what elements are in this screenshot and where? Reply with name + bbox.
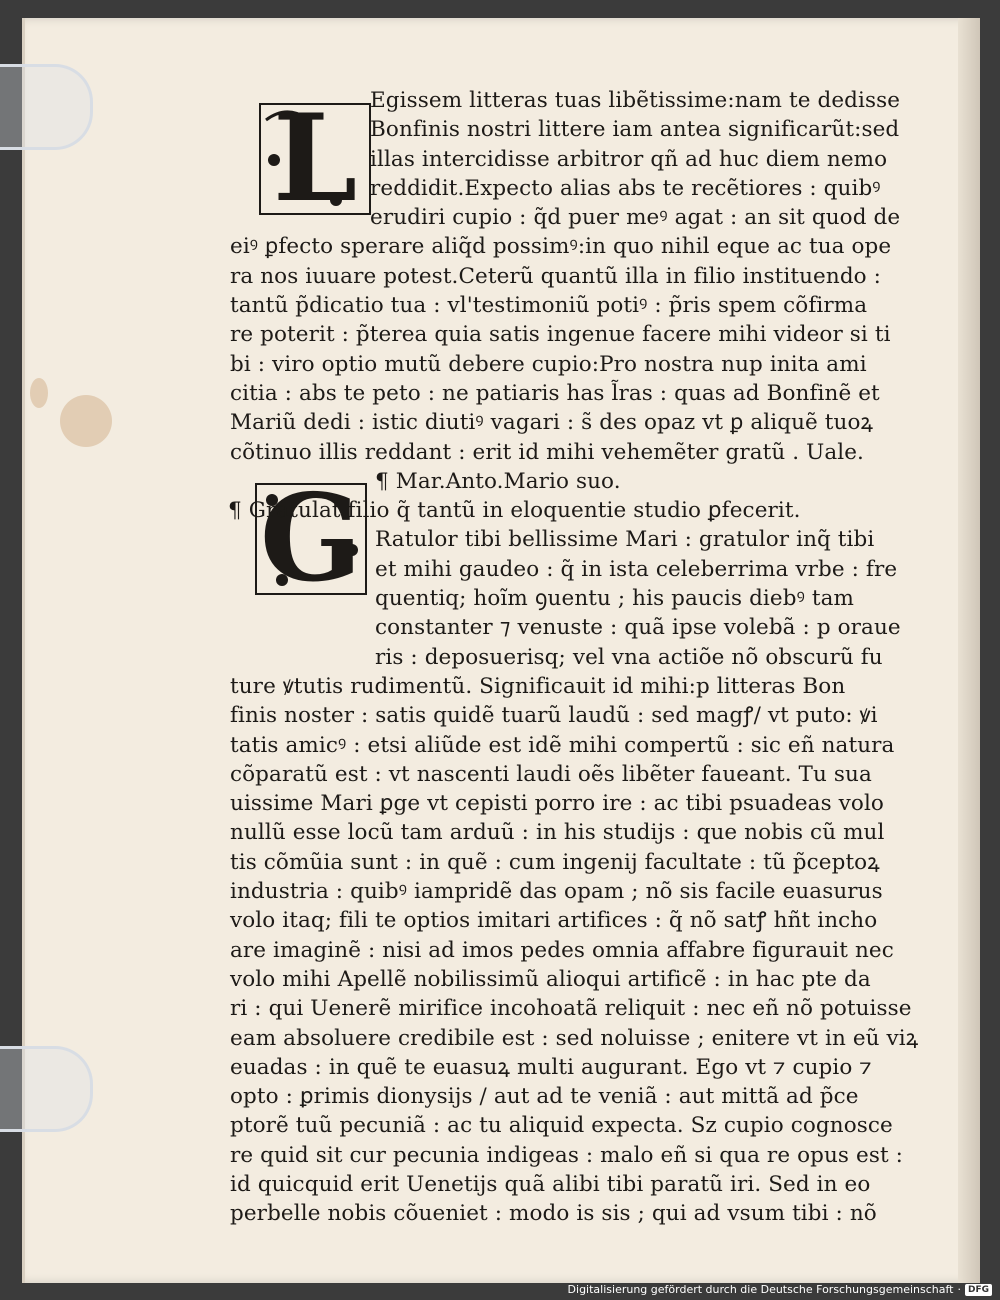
text-line: cõparatũ est : vt nascenti laudi oẽs libẽter faueant. Tu sua bbox=[230, 761, 872, 787]
text-line: volo itaq; fili te optios imitari artifices : q̃ nõ satꝭ hñt incho bbox=[230, 908, 878, 934]
text-line: are imaginẽ : nisi ad imos pedes omnia affabre figurauit nec bbox=[230, 937, 894, 963]
text-line: industria : quibꝰ iampridẽ das opam ; nõ sis facile euasurus bbox=[230, 879, 883, 905]
text-line: erudiri cupio : q̃d puer meꝰ agat : an sit quod de bbox=[370, 205, 901, 231]
text-line: illas intercidisse arbitror qñ ad huc diem nemo bbox=[370, 146, 888, 172]
text-line: eiꝰ ꝑfecto sperare aliq̃d possimꝰ:in quo nihil eque ac tua ope bbox=[230, 234, 892, 260]
text-line: citia : abs te peto : ne patiaris has l̃ras : quas ad Bonfinẽ et bbox=[230, 380, 880, 406]
text-line: constanter ⁊ venuste : quã ipse volebã : p oraue bbox=[375, 615, 901, 641]
text-line: ris : deposuerisq; vel vna actiõe nõ obscurũ fu bbox=[375, 644, 883, 670]
text-line: opto : ꝑrimis dionysijs / aut ad te veniã : aut mittã ad p̃ce bbox=[230, 1084, 859, 1110]
text-line: reddidit.Expecto alias abs te recẽtiores : quibꝰ bbox=[370, 175, 881, 201]
text-line: Bonfinis nostri littere iam antea significarũt:sed bbox=[370, 117, 900, 143]
footer-credit: Digitalisierung gefördert durch die Deutsche Forschungsgemeinschaft bbox=[567, 1283, 954, 1296]
digitization-footer bbox=[568, 1283, 992, 1296]
initial-letter: G bbox=[259, 468, 363, 609]
text-line: euadas : in quẽ te euasuꝝ multi augurant. Ego vt ⁊ cupio ⁊ bbox=[230, 1054, 872, 1080]
text-line: cõtinuo illis reddant : erit id mihi vehemẽter gratũ . Uale. bbox=[230, 439, 864, 465]
text-line: et mihi gaudeo : q̃ in ista celeberrima vrbe : fre bbox=[375, 556, 898, 582]
page-edge bbox=[958, 18, 980, 1283]
text-line: re poterit : p̃terea quia satis ingenue facere mihi videor si ti bbox=[230, 322, 891, 348]
text-line: finis noster : satis quidẽ tuarũ laudũ : sed magꝭ/ vt puto: ꝟi bbox=[230, 703, 878, 729]
paper-stain bbox=[60, 395, 112, 447]
letter-heading: ¶ Mar.Anto.Mario suo. bbox=[375, 468, 621, 494]
text-line: Ratulor tibi bellissime Mari : gratulor inq̃ tibi bbox=[375, 527, 875, 553]
page-clip-top bbox=[0, 64, 93, 150]
text-line: perbelle nobis cõueniet : modo is sis ; qui ad vsum tibi : nõ bbox=[230, 1201, 877, 1227]
letter-heading: ¶ Gratulat filio q̃ tantũ in eloquentie studio ꝑfecerit. bbox=[228, 498, 801, 524]
text-line: quentiq; hoĩm ꝯuentu ; his paucis diebꝰ tam bbox=[375, 586, 854, 612]
text-line: id quicquid erit Uenetijs quã alibi tibi paratũ iri. Sed in eo bbox=[230, 1171, 871, 1197]
text-line: tis cõmũia sunt : in quẽ : cum ingenij facultate : tũ p̃ceptoꝝ bbox=[230, 849, 880, 875]
text-line: tantũ p̃dicatio tua : vl'testimoniũ potiꝰ : p̃ris spem cõfirma bbox=[230, 293, 868, 319]
text-line: ra nos iuuare potest.Ceterũ quantũ illa in filio instituendo : bbox=[230, 263, 881, 289]
footer-separator: · bbox=[957, 1283, 961, 1296]
text-line: bi : viro optio mutũ debere cupio:Pro nostra nup inita ami bbox=[230, 351, 867, 377]
dfg-logo: DFG bbox=[965, 1284, 992, 1296]
initial-letter: L bbox=[272, 88, 358, 229]
text-line: ptorẽ tuũ pecuniã : ac tu aliquid expecta. Sz cupio cognosce bbox=[230, 1113, 893, 1139]
text-line: tatis amicꝰ : etsi aliũde est idẽ mihi compertũ : sic eñ natura bbox=[230, 732, 895, 758]
page-text bbox=[228, 86, 919, 1229]
text-line: uissime Mari ꝑge vt cepisti porro ire : ac tibi psuadeas volo bbox=[230, 791, 884, 817]
text-line: re quid sit cur pecunia indigeas : malo eñ si qua re opus est : bbox=[230, 1142, 903, 1168]
text-line: ri : qui Uenerẽ mirifice incohoatã reliquit : nec eñ nõ potuisse bbox=[230, 996, 912, 1022]
text-line: eam absoluere credibile est : sed noluisse ; enitere vt in eũ viꝝ bbox=[230, 1025, 919, 1051]
text-line: ture ꝟtutis rudimentũ. Significauit id mihi:p litteras Bon bbox=[230, 673, 846, 699]
text-line: Egissem litteras tuas libẽtissime:nam te dedisse bbox=[370, 88, 901, 113]
page-clip-bottom bbox=[0, 1046, 93, 1132]
text-line: Mariũ dedi : istic diutiꝰ vagari : s̃ des opaz vt ꝑ aliquẽ tuoꝝ bbox=[230, 410, 874, 436]
paper-stain bbox=[30, 378, 48, 408]
text-line: volo mihi Apellẽ nobilissimũ alioqui artificẽ : in hac pte da bbox=[230, 966, 871, 992]
text-line: nullũ esse locũ tam arduũ : in his studijs : que nobis cũ mul bbox=[230, 820, 885, 846]
